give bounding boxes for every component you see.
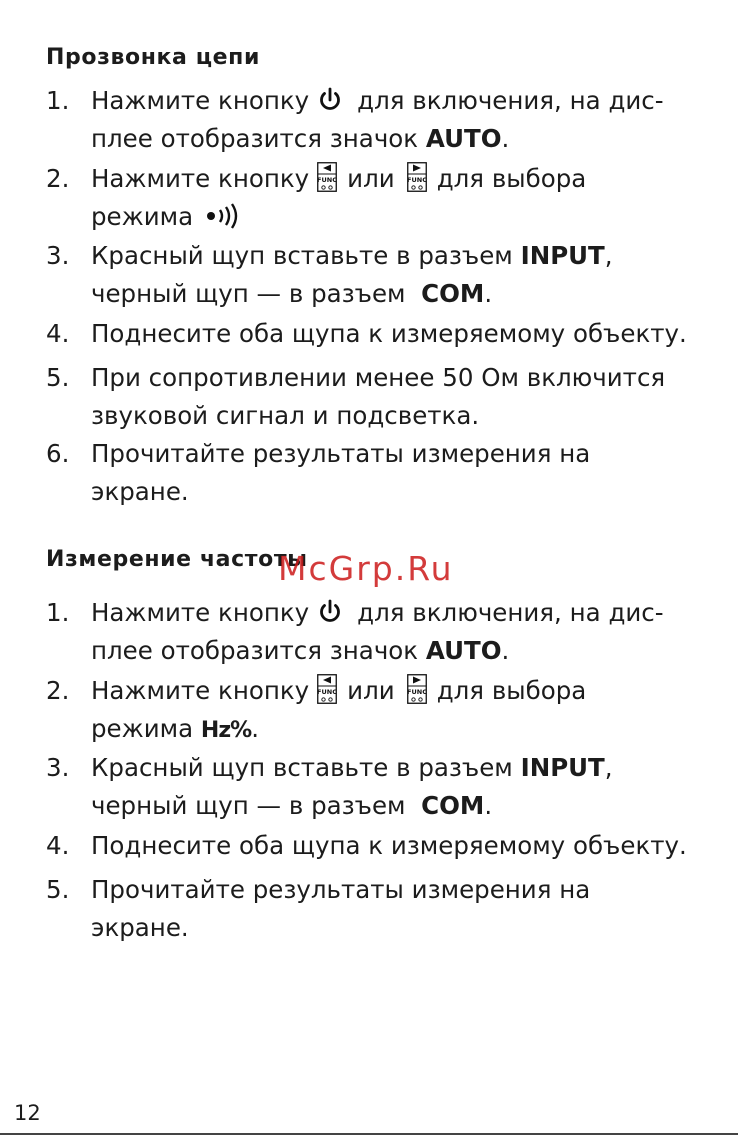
item-text: режима: [91, 202, 194, 231]
item-text: или: [347, 676, 395, 705]
svg-text:FUNC: FUNC: [317, 688, 338, 696]
item-text: .: [484, 791, 493, 820]
item-text: режима: [91, 714, 194, 743]
item-number: 5.: [46, 875, 70, 904]
section-title-frequency: Измерение частоты: [46, 547, 308, 572]
input-label: INPUT: [520, 241, 605, 270]
item-text: экране.: [91, 477, 189, 506]
item-text: Красный щуп вставьте в разъем: [91, 241, 513, 270]
item-text: Нажмите кнопку: [91, 676, 310, 705]
item-text: для выбора: [436, 164, 587, 193]
func-right-icon: [407, 674, 427, 704]
item-number: 1.: [46, 86, 70, 115]
func-left-icon: [317, 674, 337, 704]
item-text: для включения, на дис-: [357, 86, 664, 115]
item-text: звуковой сигнал и подсветка.: [91, 401, 480, 430]
item-number: 5.: [46, 363, 70, 392]
auto-label: AUTO: [425, 636, 502, 665]
beep-icon: [205, 202, 241, 228]
svg-text:FUNC: FUNC: [406, 176, 427, 184]
item-text: Нажмите кнопку: [91, 164, 310, 193]
item-text: или: [347, 164, 395, 193]
item-number: 2.: [46, 164, 70, 193]
item-text: Нажмите кнопку: [91, 598, 310, 627]
item-number: 1.: [46, 598, 70, 627]
item-text: .: [251, 714, 259, 743]
item-text: Поднесите оба щупа к измеряемому объекту.: [91, 831, 687, 860]
func-left-icon: [317, 162, 337, 192]
com-label: COM: [421, 279, 485, 308]
item-text: .: [501, 636, 510, 665]
item-number: 3.: [46, 241, 70, 270]
func-right-icon: [407, 162, 427, 192]
auto-label: AUTO: [425, 124, 502, 153]
item-text: Поднесите оба щупа к измеряемому объекту.: [91, 319, 687, 348]
item-number: 6.: [46, 439, 70, 468]
item-text: Нажмите кнопку: [91, 86, 310, 115]
item-text: При сопротивлении менее 50 Ом включится: [91, 363, 666, 392]
item-text: экране.: [91, 913, 189, 942]
item-text: плее отобразится значок: [91, 636, 419, 665]
item-text: черный щуп — в разъем: [91, 279, 406, 308]
svg-text:FUNC: FUNC: [406, 688, 427, 696]
watermark: McGrp.Ru: [278, 549, 454, 588]
item-text: плее отобразится значок: [91, 124, 419, 153]
item-number: 4.: [46, 319, 70, 348]
input-label: INPUT: [520, 753, 605, 782]
hz-percent-icon: Hz%: [200, 718, 252, 743]
item-text: для включения, на дис-: [357, 598, 664, 627]
com-label: COM: [421, 791, 485, 820]
power-icon: [317, 86, 343, 112]
item-text: Красный щуп вставьте в разъем: [91, 753, 513, 782]
item-text: ,: [604, 753, 613, 782]
power-icon: [317, 598, 343, 624]
item-text: черный щуп — в разъем: [91, 791, 406, 820]
item-text: .: [484, 279, 493, 308]
item-number: 3.: [46, 753, 70, 782]
svg-text:FUNC: FUNC: [317, 176, 338, 184]
item-text: .: [501, 124, 510, 153]
page-number: 12: [14, 1101, 41, 1125]
item-text: для выбора: [436, 676, 587, 705]
item-text: ,: [604, 241, 613, 270]
item-number: 4.: [46, 831, 70, 860]
section-title-continuity: Прозвонка цепи: [46, 45, 260, 70]
item-text: Прочитайте результаты измерения на: [91, 439, 591, 468]
item-text: Прочитайте результаты измерения на: [91, 875, 591, 904]
item-number: 2.: [46, 676, 70, 705]
